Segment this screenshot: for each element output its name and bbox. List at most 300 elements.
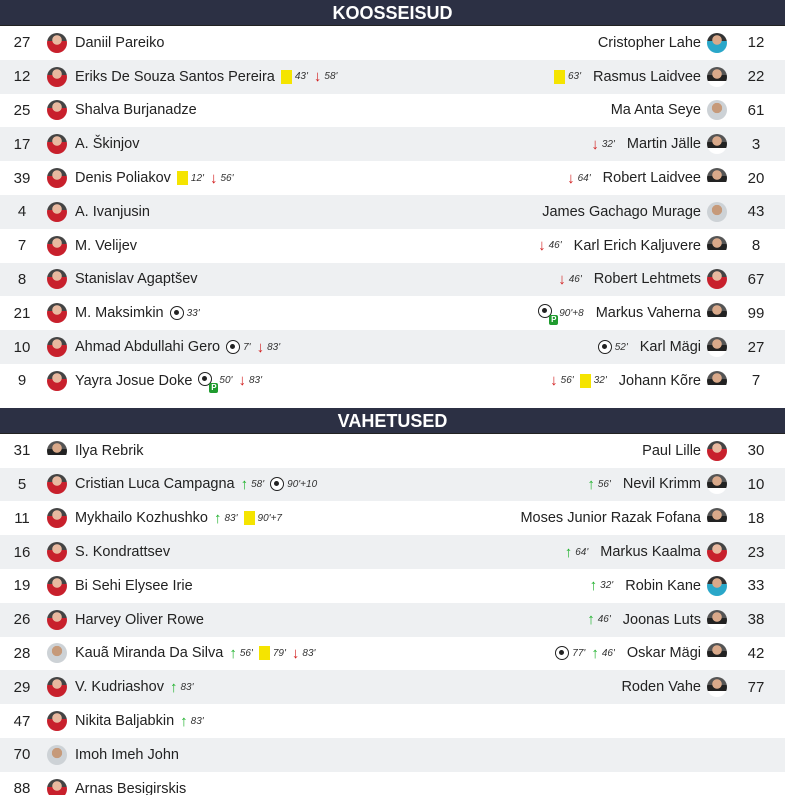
yellow-card-icon [177,171,188,185]
player-events [214,511,288,526]
player-row [0,772,785,795]
home-player[interactable] [0,26,164,60]
player-list [0,26,785,398]
shirt-number: 47 [13,712,31,730]
player-avatar [47,610,67,630]
event-sub-out [538,238,562,253]
shirt-number: 20 [747,169,765,187]
player-events [591,137,621,152]
away-player[interactable] [538,229,785,263]
player-row [0,26,785,60]
player-name[interactable]: Johann Kõre [618,372,701,389]
event-minute: 63' [567,71,581,83]
away-player[interactable] [555,637,785,671]
player-name[interactable]: A. Škinjov [75,136,140,153]
away-player[interactable] [587,468,785,502]
player-avatar [707,202,727,222]
away-player[interactable] [567,161,785,195]
player-row [0,738,785,772]
player-name[interactable]: Mykhailo Kozhushko [75,510,208,527]
player-name[interactable]: A. Ivanjusin [75,203,150,220]
event-minute: 83' [224,512,238,524]
player-name[interactable]: Karl Mägi [639,339,701,356]
player-avatar [707,236,727,256]
shirt-number: 8 [751,237,761,255]
player-name[interactable]: Joonas Luts [622,611,701,628]
player-name[interactable]: Nikita Baljabkin [75,713,175,730]
player-name[interactable]: James Gachago Murage [542,203,701,220]
shirt-number: 38 [747,611,765,629]
yellow-card-icon [281,70,292,84]
shirt-number: 42 [747,644,765,662]
event-minute: 56' [597,478,611,490]
event-minute: 56' [239,647,253,659]
event-sub-in [214,511,238,526]
event-minute: 90'+10 [287,478,318,490]
player-name[interactable]: Moses Junior Razak Fofana [520,510,701,527]
player-events [598,340,634,354]
player-avatar [47,542,67,562]
player-events [565,545,595,560]
event-minute: 56' [220,172,234,184]
sub-in-arrow-icon: ↑ [240,475,249,493]
event-minute: 46' [568,273,582,285]
player-events [558,272,588,287]
player-avatar [707,576,727,596]
home-player[interactable] [0,364,268,398]
event-minute: 32' [601,138,615,150]
penalty-badge-icon: P [551,315,557,325]
sub-out-arrow-icon: ↓ [567,169,575,187]
shirt-number: 23 [747,543,765,561]
shirt-number: 11 [14,509,30,527]
event-minute: 64' [575,546,589,558]
player-name[interactable]: Denis Poliakov [75,170,171,187]
event-minute: 58' [251,478,265,490]
player-name[interactable]: Robert Laidvee [602,170,701,187]
player-avatar [47,134,67,154]
home-player[interactable] [0,704,210,738]
player-avatar [707,643,727,663]
player-avatar [47,441,67,461]
event-sub-in [565,545,589,560]
event-goal [170,306,200,320]
home-player[interactable] [0,60,343,94]
player-name[interactable]: Daniil Pareiko [75,34,165,51]
event-sub-in [241,477,265,492]
event-yellow-card [281,70,308,84]
player-avatar [47,576,67,596]
player-avatar [47,371,67,391]
player-row [0,569,785,603]
player-avatar [47,269,67,289]
home-player[interactable] [0,738,179,772]
event-sub-in [180,714,204,729]
player-row [0,364,785,398]
player-events [550,373,613,388]
shirt-number: 33 [747,577,765,595]
away-player[interactable] [538,296,785,330]
sub-in-arrow-icon: ↑ [591,644,599,662]
player-events [554,70,587,84]
sub-in-arrow-icon: ↑ [169,678,178,696]
player-events [229,646,321,661]
player-name[interactable]: Yayra Josue Doke [75,372,193,389]
event-sub-out [567,171,591,186]
event-minute: 83' [302,647,316,659]
shirt-number: 39 [13,169,31,187]
event-yellow-card [554,70,581,84]
shirt-number: 4 [17,203,27,221]
player-events [241,477,324,492]
shirt-number: 7 [17,237,27,255]
shirt-number: 67 [747,270,765,288]
player-avatar [707,269,727,289]
away-player[interactable] [554,60,785,94]
shirt-number: 29 [13,678,31,696]
player-name[interactable]: Eriks De Souza Santos Pereira [75,68,275,85]
player-row [0,704,785,738]
player-name[interactable]: Robin Kane [625,577,701,594]
penalty-badge-icon: P [211,382,217,392]
home-player[interactable] [0,229,137,263]
event-minute: 52' [614,341,628,353]
event-minute: 46' [597,614,611,626]
event-minute: 90'+8 [559,307,584,319]
player-name[interactable]: S. Kondrattsev [75,544,171,561]
sub-in-arrow-icon: ↑ [229,644,237,662]
away-player[interactable] [591,127,785,161]
player-events [567,171,597,186]
player-events [538,304,589,325]
event-yellow-card [244,511,282,525]
player-avatar [707,33,727,53]
event-goal [598,340,628,354]
player-row [0,670,785,704]
away-player[interactable] [565,535,785,569]
player-row [0,263,785,297]
player-events [226,340,286,355]
home-player[interactable] [0,535,170,569]
player-name[interactable]: Oskar Mägi [626,645,701,662]
player-name[interactable]: Arnas Besigirskis [75,780,187,795]
away-player[interactable] [590,569,785,603]
player-events [198,372,268,390]
player-avatar [47,33,67,53]
player-avatar [47,711,67,731]
player-row [0,60,785,94]
event-minute: 83' [267,341,281,353]
player-avatar [707,303,727,323]
player-events [590,578,620,593]
penalty-goal-icon [198,372,216,390]
player-avatar [47,67,67,87]
away-player[interactable] [520,501,785,535]
yellow-card-icon [244,511,255,525]
away-player[interactable] [587,603,785,637]
event-sub-out [591,137,615,152]
yellow-card-icon [259,646,270,660]
player-avatar [707,100,727,120]
home-player[interactable] [0,195,150,229]
player-avatar [47,303,67,323]
player-row [0,501,785,535]
player-avatar [47,100,67,120]
player-row [0,330,785,364]
shirt-number: 12 [747,34,765,52]
event-goal [226,340,250,354]
shirt-number: 3 [751,135,761,153]
shirt-number: 19 [13,577,31,595]
player-row [0,229,785,263]
sub-in-arrow-icon: ↑ [180,712,188,730]
penalty-goal-icon [538,304,557,325]
away-player[interactable] [598,26,785,60]
shirt-number: 88 [13,780,31,795]
goal-ball-icon [598,340,612,354]
player-name[interactable]: Harvey Oliver Rowe [75,611,204,628]
event-yellow-card [580,374,607,388]
home-player[interactable] [0,670,200,704]
event-sub-in [587,612,611,627]
shirt-number: 8 [17,270,27,288]
event-minute: 83' [190,715,204,727]
shirt-number: 22 [747,68,765,86]
player-events [170,680,200,695]
sub-out-arrow-icon: ↓ [313,68,322,86]
yellow-card-icon [580,374,591,388]
event-yellow-card [177,171,204,185]
shirt-number: 10 [747,475,765,493]
event-sub-out [238,373,262,388]
sub-in-arrow-icon: ↑ [214,509,222,527]
player-list [0,434,785,795]
player-name[interactable]: Rasmus Laidvee [593,68,701,85]
player-name[interactable]: Imoh Imeh John [75,746,179,763]
player-name[interactable]: Cristopher Lahe [597,34,701,51]
player-avatar [47,745,67,765]
player-name[interactable]: Kauã Miranda Da Silva [75,645,224,662]
event-minute: 50' [219,375,233,387]
player-avatar [707,542,727,562]
event-minute: 83' [180,681,194,693]
player-avatar [707,610,727,630]
shirt-number: 7 [751,372,761,390]
sub-out-arrow-icon: ↓ [238,372,246,390]
home-player[interactable] [0,468,323,502]
shirt-number: 27 [747,338,765,356]
player-name[interactable]: Martin Jälle [626,136,701,153]
player-events [170,306,206,320]
event-sub-in [229,646,253,661]
player-avatar [707,508,727,528]
player-events [555,646,621,661]
player-name[interactable]: Stanislav Agaptšev [75,271,198,288]
shirt-number: 30 [747,442,765,460]
event-sub-in [587,477,611,492]
goal-ball-icon [555,646,569,660]
home-player[interactable] [0,501,288,535]
away-player[interactable] [550,364,785,398]
event-minute: 32' [600,580,614,592]
player-row [0,161,785,195]
event-minute: 64' [577,172,591,184]
home-player[interactable] [0,772,186,795]
goal-ball-icon [270,477,284,491]
event-sub-in [590,578,614,593]
event-minute: 12' [190,172,204,184]
player-name[interactable]: Ilya Rebrik [75,442,144,459]
section-gap [0,398,785,408]
event-minute: 79' [272,647,286,659]
shirt-number: 26 [13,611,31,629]
event-goal [555,646,585,660]
event-goal [270,477,317,491]
player-row [0,434,785,468]
event-minute: 56' [560,375,574,387]
event-sub-in [591,646,615,661]
sub-in-arrow-icon: ↑ [564,543,573,561]
event-sub-in [170,680,194,695]
player-avatar [707,168,727,188]
shirt-number: 25 [13,101,31,119]
player-avatar [47,168,67,188]
player-events [281,69,344,84]
home-player[interactable] [0,296,206,330]
event-penalty-goal [538,304,584,325]
player-avatar [47,677,67,697]
sub-out-arrow-icon: ↓ [558,270,566,288]
home-player[interactable] [0,161,240,195]
player-avatar [707,67,727,87]
event-sub-out [550,373,574,388]
player-avatar [707,371,727,391]
player-name[interactable]: Shalva Burjanadze [75,102,197,119]
shirt-number: 18 [747,509,765,527]
player-name[interactable]: M. Maksimkin [75,305,164,322]
player-avatar [47,236,67,256]
player-name[interactable]: Nevil Krimm [622,476,701,493]
player-row [0,637,785,671]
away-player[interactable] [542,195,785,229]
home-player[interactable] [0,637,321,671]
player-row [0,94,785,128]
home-player[interactable] [0,263,198,297]
player-row [0,195,785,229]
sub-out-arrow-icon: ↓ [538,237,546,255]
event-minute: 46' [601,647,615,659]
player-name[interactable]: Bi Sehi Elysee Irie [75,577,193,594]
shirt-number: 5 [17,475,27,493]
shirt-number: 31 [13,442,31,460]
shirt-number: 61 [747,101,765,119]
shirt-number: 43 [747,203,765,221]
yellow-card-icon [554,70,565,84]
player-row [0,535,785,569]
event-sub-out [558,272,582,287]
event-sub-out [292,646,316,661]
shirt-number: 99 [747,304,765,322]
player-name[interactable]: Paul Lille [642,442,701,459]
event-minute: 32' [593,375,607,387]
away-player[interactable] [611,94,785,128]
home-player[interactable] [0,94,197,128]
player-avatar [707,441,727,461]
event-minute: 33' [186,307,200,319]
home-player[interactable] [0,330,286,364]
player-name[interactable]: Markus Kaalma [600,544,701,561]
player-name[interactable]: M. Velijev [75,237,138,254]
player-name[interactable]: Cristian Luca Campagna [75,476,235,493]
event-sub-out [314,69,338,84]
home-player[interactable] [0,569,193,603]
home-player[interactable] [0,603,204,637]
player-name[interactable]: Karl Erich Kaljuvere [573,237,701,254]
event-minute: 7' [243,341,251,353]
sub-out-arrow-icon: ↓ [291,644,300,662]
player-avatar [47,508,67,528]
shirt-number: 27 [13,34,31,52]
shirt-number: 16 [13,543,31,561]
home-player[interactable] [0,434,144,468]
player-name[interactable]: Markus Vaherna [595,305,701,322]
player-name[interactable]: Robert Lehtmets [593,271,701,288]
shirt-number: 28 [13,644,31,662]
player-events [587,612,617,627]
goal-ball-icon [170,306,184,320]
player-avatar [47,643,67,663]
away-player[interactable] [598,330,785,364]
player-avatar [47,337,67,357]
event-minute: 90'+7 [257,512,282,524]
event-yellow-card [259,646,286,660]
shirt-number: 70 [13,746,31,764]
away-player[interactable] [642,434,785,468]
event-penalty-goal [198,372,232,390]
sub-out-arrow-icon: ↓ [550,372,558,390]
player-avatar [707,337,727,357]
event-minute: 77' [572,647,586,659]
away-player[interactable] [621,670,785,704]
sub-in-arrow-icon: ↑ [587,611,595,629]
section-title-substitutes: VAHETUSED [0,408,785,434]
player-name[interactable]: V. Kudriashov [75,679,164,696]
player-row [0,603,785,637]
shirt-number: 10 [13,338,31,356]
sub-in-arrow-icon: ↑ [589,577,598,595]
player-name[interactable]: Ahmad Abdullahi Gero [75,339,221,356]
sub-out-arrow-icon: ↓ [256,338,265,356]
shirt-number: 12 [13,68,31,86]
shirt-number: 17 [13,135,31,153]
player-avatar [47,202,67,222]
section-title-starting-lineups: KOOSSEISUD [0,0,785,26]
player-name[interactable]: Roden Vahe [621,679,701,696]
player-avatar [707,677,727,697]
sub-out-arrow-icon: ↓ [209,169,218,187]
goal-ball-icon [226,340,240,354]
away-player[interactable] [558,263,785,297]
sub-out-arrow-icon: ↓ [591,135,599,153]
player-name[interactable]: Ma Anta Seye [610,102,701,119]
home-player[interactable] [0,127,139,161]
player-events [587,477,617,492]
player-events [180,714,210,729]
player-avatar [47,779,67,795]
player-row [0,468,785,502]
player-avatar [47,474,67,494]
player-avatar [707,474,727,494]
